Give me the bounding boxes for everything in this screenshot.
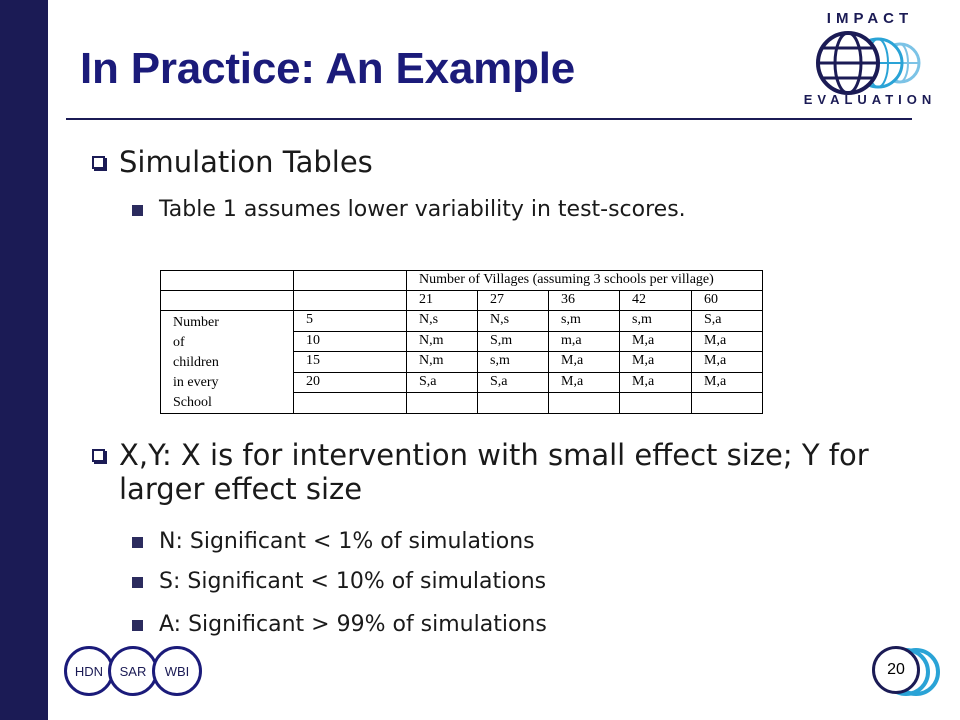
table-cell: [294, 393, 407, 414]
table-cell: M,a: [692, 352, 763, 373]
bullet-simulation-tables: [92, 145, 919, 179]
row-label-line: in every: [173, 375, 219, 390]
children-count: 20: [294, 372, 407, 393]
table-cell: [620, 393, 692, 414]
table-cell: S,a: [692, 311, 763, 332]
table-cell: S,m: [478, 331, 549, 352]
villages-header: Number of Villages (assuming 3 schools per village): [407, 271, 763, 291]
sub-bullet-text: N: Significant < 1% of simulations: [159, 529, 535, 554]
table-cell: M,a: [620, 372, 692, 393]
table-cell: s,m: [478, 352, 549, 373]
table-cell: M,a: [620, 331, 692, 352]
bullet-text: Simulation Tables: [119, 145, 373, 179]
table-cell: [549, 393, 620, 414]
row-label-line: Number: [173, 315, 219, 330]
hdn-logo: HDN: [64, 646, 114, 696]
table-cell: [692, 393, 763, 414]
table-cell: [478, 393, 549, 414]
sub-bullet-a-definition: [132, 611, 839, 639]
table-cell: S,a: [407, 372, 478, 393]
village-count: 42: [620, 291, 692, 311]
village-count: 27: [478, 291, 549, 311]
wbi-logo: WBI: [152, 646, 202, 696]
table-cell: M,a: [549, 352, 620, 373]
logo-bottom-text: EVALUATION: [803, 92, 937, 107]
bullet-text: X,Y: X is for intervention with small effect size; Y for larger effect size: [119, 438, 869, 506]
children-count: 5: [294, 311, 407, 332]
sub-bullet-marker-icon: [132, 577, 143, 588]
sub-bullet-s-definition: [132, 568, 839, 596]
footer-logos: [64, 646, 214, 696]
table-row: [161, 311, 763, 332]
bullet-marker-icon: [92, 449, 105, 462]
table-cell: [407, 393, 478, 414]
row-label-line: of: [173, 335, 185, 350]
row-label-line: School: [173, 395, 212, 410]
sub-bullet-marker-icon: [132, 620, 143, 631]
sub-bullet-text: S: Significant < 10% of simulations: [159, 569, 547, 594]
table-cell: N,m: [407, 331, 478, 352]
village-count: 36: [549, 291, 620, 311]
sub-bullet-n-definition: [132, 528, 839, 556]
village-count-row: [161, 291, 763, 311]
table-cell: [161, 291, 294, 311]
logo-top-text: IMPACT: [826, 10, 914, 27]
table-cell: [161, 271, 294, 291]
row-label-line: children: [173, 355, 219, 370]
table-cell: [294, 291, 407, 311]
sub-bullet-table-assumption: [132, 196, 819, 224]
bullet-xy-explanation: [92, 438, 919, 506]
table-cell: m,a: [549, 331, 620, 352]
sub-bullet-marker-icon: [132, 205, 143, 216]
row-label-number-of-children: [161, 311, 294, 414]
table-cell: S,a: [478, 372, 549, 393]
table-cell: N,s: [478, 311, 549, 332]
page-number: 20: [872, 646, 920, 694]
sar-logo: SAR: [108, 646, 158, 696]
table-cell: N,s: [407, 311, 478, 332]
sub-bullet-text: A: Significant > 99% of simulations: [159, 612, 547, 637]
slide-title: In Practice: An Example: [80, 44, 576, 93]
table-cell: M,a: [549, 372, 620, 393]
village-count: 60: [692, 291, 763, 311]
impact-evaluation-logo: [800, 6, 940, 114]
table-cell: M,a: [692, 331, 763, 352]
table-cell: M,a: [692, 372, 763, 393]
children-count: 15: [294, 352, 407, 373]
left-sidebar-bar: [0, 0, 48, 720]
table-cell: s,m: [620, 311, 692, 332]
table-cell: s,m: [549, 311, 620, 332]
sub-bullet-text: Table 1 assumes lower variability in test-scores.: [159, 197, 686, 222]
table-cell: N,m: [407, 352, 478, 373]
table-header-row: [161, 271, 763, 291]
title-divider: [66, 118, 912, 120]
village-count: 21: [407, 291, 478, 311]
children-count: 10: [294, 331, 407, 352]
table-cell: M,a: [620, 352, 692, 373]
simulation-table: [160, 270, 763, 414]
bullet-marker-icon: [92, 156, 105, 169]
sub-bullet-marker-icon: [132, 537, 143, 548]
table-cell: [294, 271, 407, 291]
page-number-badge: [872, 646, 942, 696]
